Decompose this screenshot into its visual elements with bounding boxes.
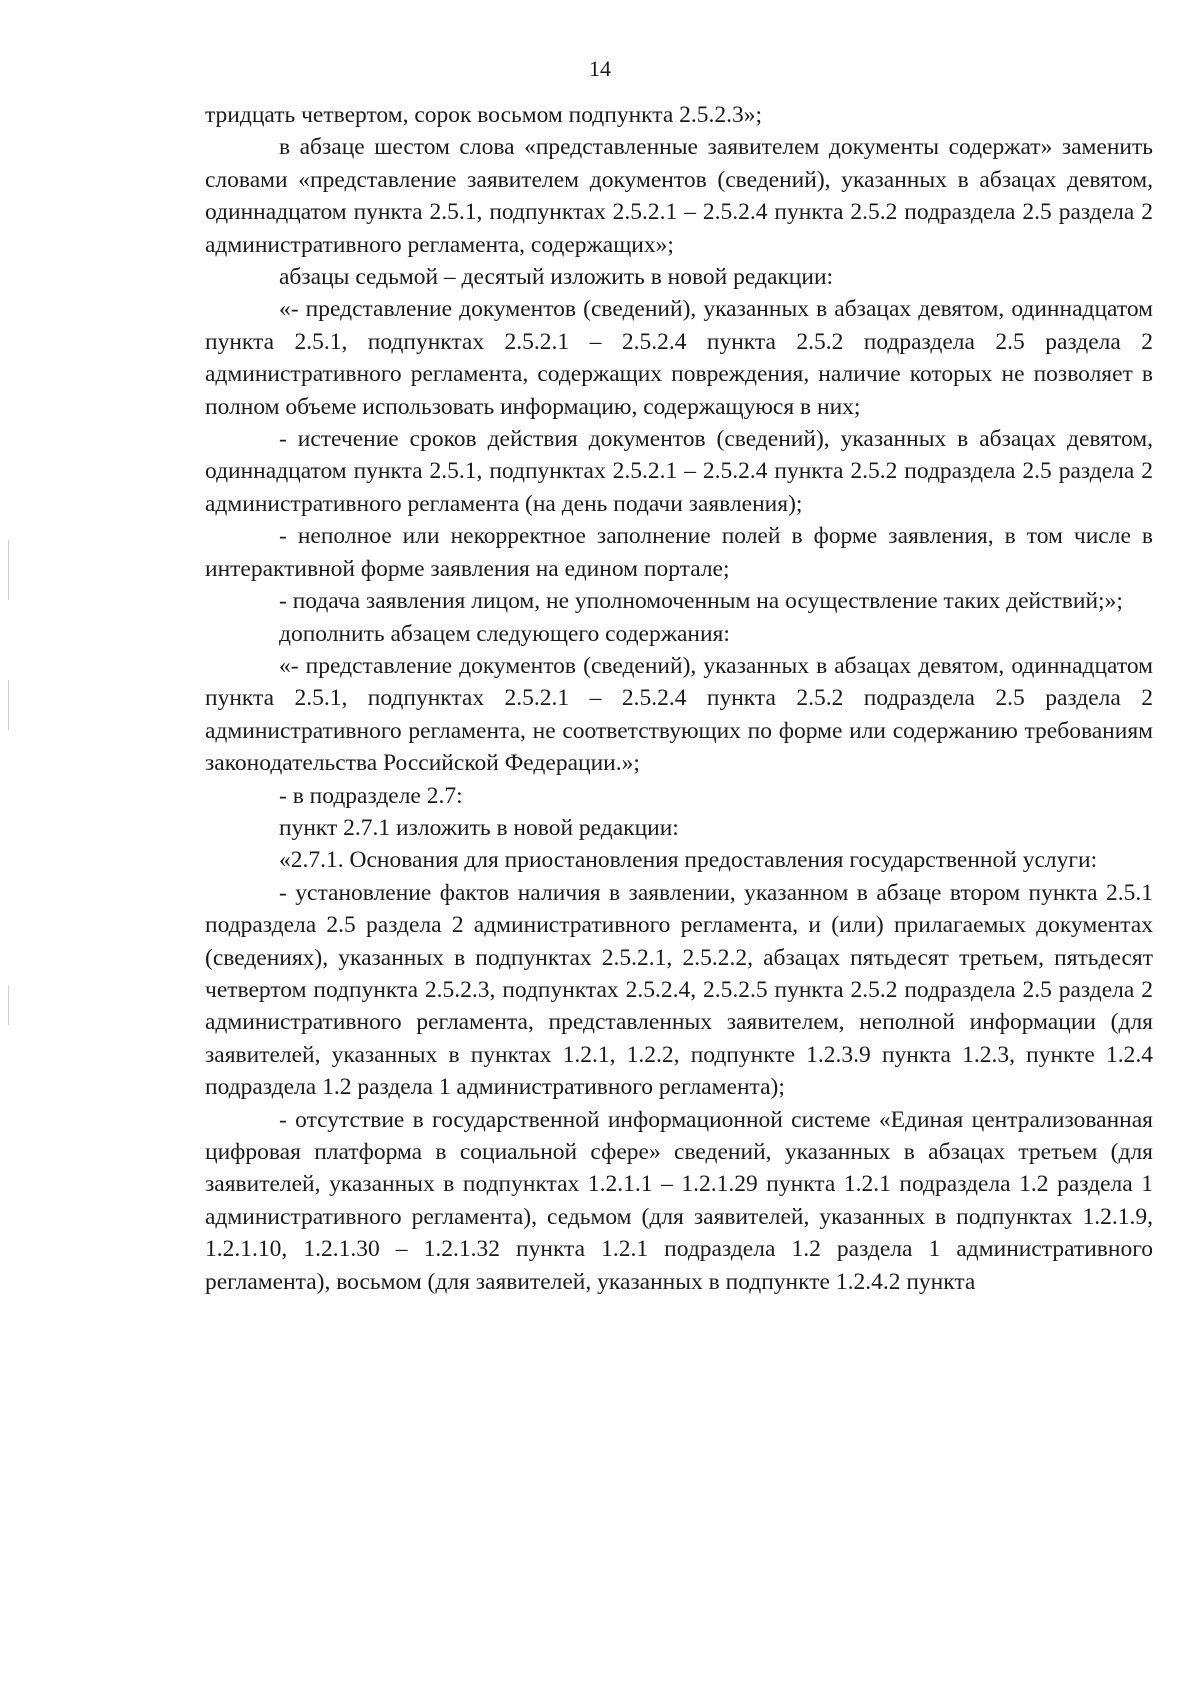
paragraph: абзацы седьмой – десятый изложить в новой редакции: <box>279 264 834 291</box>
paragraph: «- представление документов (сведений), указанных в абзацах девятом, одиннадцатом пункта 2.5.1, подпунктах 2.5.2.1 – 2.5.2.4 пункта 2.5.2 подраздела 2.5 раздела 2 административного регламента, содержащих повреждения, наличие которых не позволяет в полном объеме использовать информацию, содержащуюся в них; <box>205 296 1153 420</box>
paragraph: пункт 2.7.1 изложить в новой редакции: <box>279 814 679 841</box>
paragraph: - неполное или некорректное заполнение полей в форме заявления, в том числе в интерактивной форме заявления на едином портале; <box>205 523 1153 582</box>
paragraph: - истечение сроков действия документов (сведений), указанных в абзацах девятом, одиннадцатом пункта 2.5.1, подпунктах 2.5.2.1 – 2.5.2.4 пункта 2.5.2 подраздела 2.5 раздела 2 административного регламента (на день подачи заявления); <box>205 426 1153 517</box>
paragraph: «2.7.1. Основания для приостановления предоставления государственной услуги: <box>279 847 1098 874</box>
scan-artifact <box>8 680 9 730</box>
paragraph: - установление фактов наличия в заявлении, указанном в абзаце втором пункта 2.5.1 подраздела 2.5 раздела 2 административного регламента, и (или) прилагаемых документах (сведениях), указанных в подпунктах 2.5.2.1, 2.5.2.2, абзацах пятьдесят третьем, пятьдесят четвертом подпункта 2.5.2.3, подпунктах 2.5.2.4, 2.5.2.5 пункта 2.5.2 подраздела 2.5 раздела 2 административного регламента, представленных заявителем, неполной информации (для заявителей, указанных в пунктах 1.2.1, 1.2.2, подпункте 1.2.3.9 пункта 1.2.3, пункте 1.2.4 подраздела 1.2 раздела 1 административного регламента); <box>205 879 1153 1101</box>
paragraph: дополнить абзацем следующего содержания: <box>279 620 730 647</box>
scan-artifact <box>8 985 9 1025</box>
paragraph: в абзаце шестом слова «представленные заявителем документы содержат» заменить словами «представление заявителем документов (сведений), указанных в абзацах девятом, одиннадцатом пункта 2.5.1, подпунктах 2.5.2.1 – 2.5.2.4 пункта 2.5.2 подраздела 2.5 раздела 2 административного регламента, содержащих»; <box>205 134 1153 258</box>
paragraph: - отсутствие в государственной информационной системе «Единая централизованная цифровая платформа в социальной сфере» сведений, указанных в абзацах третьем (для заявителей, указанных в подпунктах 1.2.1.1 – 1.2.1.29 пункта 1.2.1 подраздела 1.2 раздела 1 административного регламента), седьмом (для заявителей, указанных в подпунктах 1.2.1.9, 1.2.1.10, 1.2.1.30 – 1.2.1.32 пункта 1.2.1 подраздела 1.2 раздела 1 административного регламента), восьмом (для заявителей, указанных в подпункте 1.2.4.2 пункта <box>205 1106 1153 1295</box>
document-body <box>205 99 1153 1298</box>
paragraph: - подача заявления лицом, не уполномоченным на осуществление таких действий;»; <box>279 588 1123 615</box>
paragraph: - в подразделе 2.7: <box>279 782 463 809</box>
page-number: 14 <box>589 56 611 81</box>
paragraph: «- представление документов (сведений), указанных в абзацах девятом, одиннадцатом пункта 2.5.1, подпунктах 2.5.2.1 – 2.5.2.4 пункта 2.5.2 подраздела 2.5 раздела 2 административного регламента, не соответствующих по форме или содержанию требованиям законодательства Российской Федерации.»; <box>205 652 1153 777</box>
paragraph: тридцать четвертом, сорок восьмом подпункта 2.5.2.3»; <box>205 102 763 128</box>
scan-artifact <box>8 540 9 600</box>
